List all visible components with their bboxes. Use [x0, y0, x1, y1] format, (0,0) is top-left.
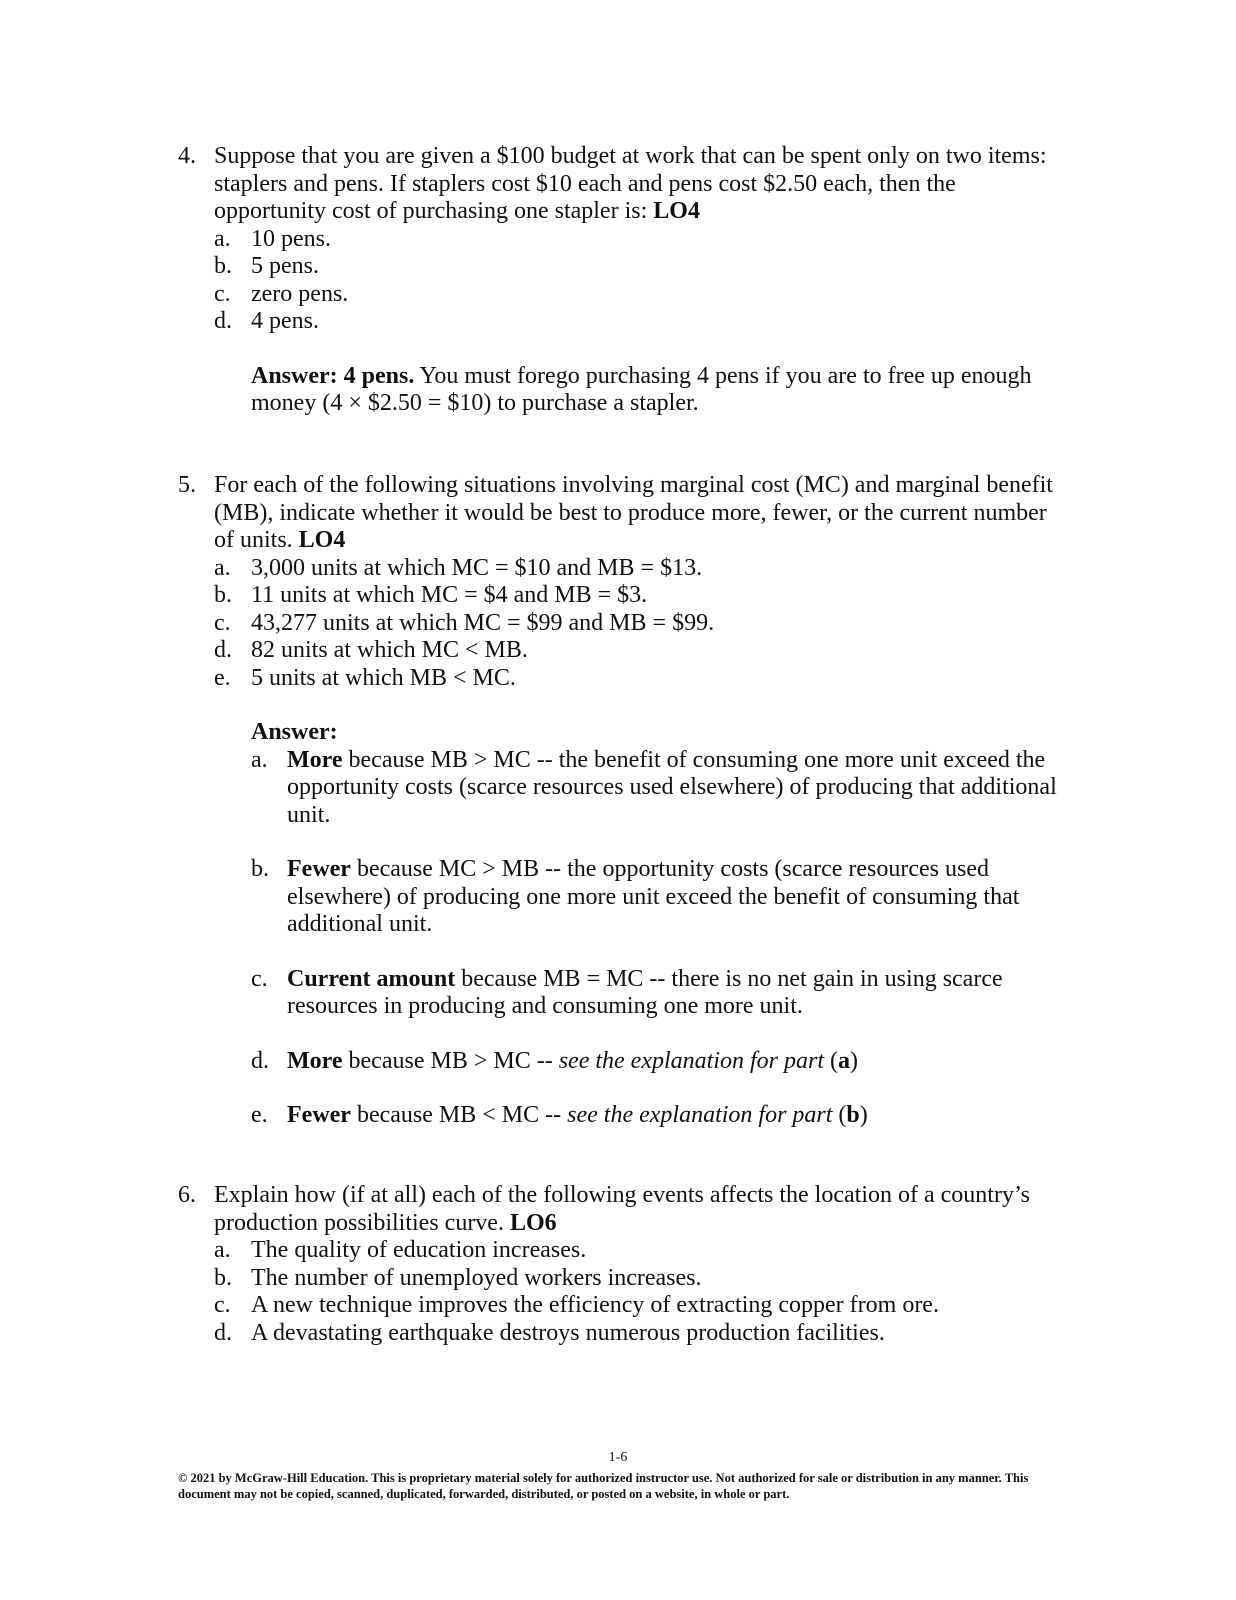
option-list [214, 226, 1058, 336]
option-c: c. 43,277 units at which MC = $99 and MB = $99. [214, 609, 715, 636]
answer-block [251, 363, 1058, 418]
question-6 [178, 1182, 1058, 1347]
option-b: b. The number of unemployed workers increases. [214, 1264, 702, 1291]
option-list [214, 1237, 1058, 1347]
page-number: 1-6 [608, 1450, 628, 1465]
option-a: a. 3,000 units at which MC = $10 and MB = $13. [214, 554, 703, 581]
page-footer [178, 1449, 1058, 1502]
answer-item-b: b. Fewer because MC > MB -- the opportunity costs (scarce resources used elsewhere) of producing one more unit exceed the benefit of consuming that additional unit. [251, 856, 1020, 937]
question-stem: Explain how (if at all) each of the following events affects the location of a country’s production possibilities curve. LO6 [214, 1182, 1030, 1236]
option-d: d. A devastating earthquake destroys numerous production facilities. [214, 1319, 885, 1346]
answer-item-c: c. Current amount because MB = MC -- there is no net gain in using scarce resources in producing and consuming one more unit. [251, 965, 1003, 1019]
question-4 [178, 143, 1058, 418]
answer-item-e: e. Fewer because MB < MC -- see the explanation for part (b) [251, 1102, 868, 1128]
learning-objective: LO6 [509, 1209, 557, 1236]
question-number: 6. [178, 1182, 196, 1208]
question-number: 5. [178, 472, 196, 498]
answer-label: Answer: [251, 719, 338, 745]
option-c: c. A new technique improves the efficiency of extracting copper from ore. [214, 1292, 939, 1318]
learning-objective: LO4 [653, 198, 700, 224]
option-c: c. zero pens. [214, 280, 349, 307]
option-b: b. 5 pens. [214, 253, 319, 279]
learning-objective: LO4 [298, 527, 346, 553]
question-number: 4. [178, 143, 196, 169]
answer-text: You must forego purchasing 4 pens if you are to free up enough money (4 × $2.50 = $10) to purchase a stapler. [251, 362, 1032, 416]
copyright-notice: © 2021 by McGraw-Hill Education. This is proprietary material solely for authorized instructor use. Not authorized for sale or distribution in any manner. This document may not be copied, scanned, duplicated, forwarded, distributed, or posted on a website, in whole or part. [178, 1471, 1029, 1501]
option-a: a. The quality of education increases. [214, 1237, 587, 1263]
answer-item-d: d. More because MB > MC -- see the explanation for part (a) [251, 1047, 858, 1074]
answer-label: Answer: 4 pens. [251, 362, 415, 389]
option-a: a. 10 pens. [214, 225, 331, 252]
question-stem: Suppose that you are given a $100 budget at work that can be spent only on two items: staplers and pens. If staplers cost $10 each and pens cost $2.50 each, then the opportunity cost of purchasing one stapler is: LO4 [214, 143, 1047, 224]
option-d: d. 82 units at which MC < MB. [214, 637, 528, 663]
question-5 [178, 472, 1058, 1157]
answer-item-a: a. More because MB > MC -- the benefit of consuming one more unit exceed the opportunity costs (scarce resources used elsewhere) of producing that additional unit. [251, 746, 1057, 828]
option-list [214, 555, 1058, 693]
question-stem: For each of the following situations involving marginal cost (MC) and marginal benefit (MB), indicate whether it would be best to produce more, fewer, or the current number of units. LO4 [214, 472, 1053, 553]
answer-block [251, 719, 1058, 1130]
option-e: e. 5 units at which MB < MC. [214, 664, 516, 691]
option-d: d. 4 pens. [214, 308, 319, 334]
option-b: b. 11 units at which MC = $4 and MB = $3. [214, 582, 648, 608]
